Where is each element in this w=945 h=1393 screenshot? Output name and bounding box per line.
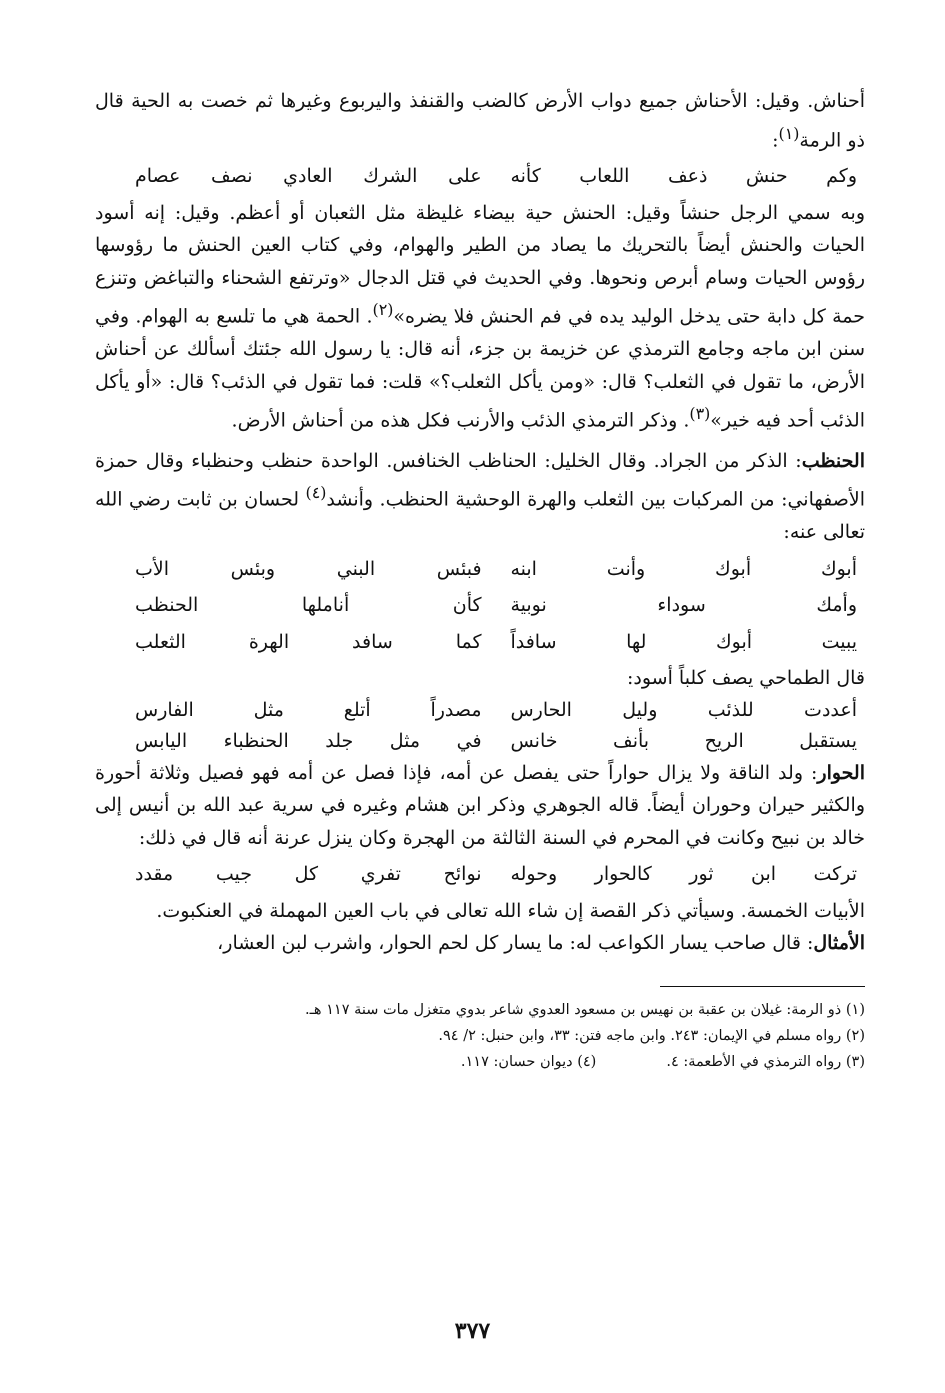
verse-first-hemistich: تركت ابن ثور كالحوار وحوله — [510, 863, 857, 886]
verse-first-hemistich: وأمك سوداء نوبية — [510, 594, 857, 617]
page-number: ٣٧٧ — [454, 1318, 491, 1344]
entry-term: الحنظب — [801, 449, 865, 472]
verse-second-hemistich: في مثل جلد الحنظباء اليابس — [135, 729, 482, 752]
footnote-ref-1[interactable]: (١) — [778, 123, 800, 143]
entry-amthal: الأمثال: قال صاحب يسار الكواعب له: ما يسار كل لحم الحوار، واشرب لبن العشار، — [217, 932, 865, 955]
verse-hassan-3 — [95, 626, 865, 659]
verse-dhu-rumma — [95, 160, 865, 193]
verse-second-hemistich: نوائح تفري كل جيب مقدد — [135, 863, 482, 886]
footnote-separator — [660, 986, 865, 988]
verse-first-hemistich: أبوك أبوك وأنت ابنه — [510, 557, 857, 580]
page-body — [95, 85, 865, 1075]
footnote-row-3-4 — [95, 1049, 865, 1075]
paragraph-abyat: الأبيات الخمسة. وسيأتي ذكر القصة إن شاء الله تعالى في باب العين المهملة في العنكبوت. — [156, 899, 865, 922]
footnote-3: (٣) رواه الترمذي في الأطعمة: ٤. — [666, 1054, 865, 1071]
verse-second-hemistich: فبئس البني وبئس الأب — [135, 557, 482, 580]
verse-first-hemistich: وكم حنش ذعف اللعاب كأنه — [510, 165, 857, 188]
footnote-2: (٢) رواه مسلم في الإيمان: ٢٤٣. وابن ماجه فتن: ٣٣، وابن حنبل: ٢/ ٩٤. — [438, 1028, 865, 1045]
verse-first-hemistich: أعددت للذئب وليل الحارس — [510, 698, 857, 721]
entry-huwar: الحوار: ولد الناقة ولا يزال حواراً حتى يفصل عن أمه، فإذا فصل عن أمه فهو فصيل وثلاثة أحورة والكثير حيران وحوران أيضاً. قاله الجوهري وذكر ابن هشام وغيره في سرية عبد الله بن أنيس إلى خالد بن نبيح وكانت في المحرم في السنة الثالثة من الهجرة وكان ينزل عرنة أنه قال في ذلك: — [95, 761, 865, 849]
verse-first-hemistich: يبيت أبوك لها سافداً — [510, 630, 857, 653]
footnote-ref-3[interactable]: (٣) — [689, 404, 711, 424]
footnote-4: (٤) ديوان حسان: ١١٧. — [460, 1054, 597, 1071]
verse-hassan-2 — [95, 589, 865, 622]
paragraph-tammahi: قال الطماحي يصف كلباً أسود: — [626, 667, 865, 690]
footnote-1: (١) ذو الرمة: غيلان بن عقبة بن نهيس بن مسعود العدوي شاعر بدوي متغزل مات سنة ١١٧ هـ. — [305, 1002, 865, 1019]
entry-hunzub: الحنظب: الذكر من الجراد. وقال الخليل: الحناظب الخنافس. الواحدة حنظب وحنظباء وقال حمزة الأصفهاني: من المركبات بين الثعلب والهرة الوحشية الحنظب. وأنشد$^{(٤)}$ لحسان بن ثابت رضي الله تعالى عنه: — [95, 449, 866, 544]
verse-first-hemistich: يستقبل الريح بأنف خانس — [510, 729, 857, 752]
entry-term: الحوار — [817, 761, 865, 784]
paragraph-hanash: وبه سمي الرجل حنشاً وقيل: الحنش حية بيضاء غليظة مثل الثعبان أو أعظم. وقيل: إنه أسود الحيات والحنش أيضاً بالتحريك ما يصاد من الطير والهوام، وفي كتاب العين الحنش ما رؤوسها رؤوس الحيات وسام أبرص ونحوها. وفي الحديث في قتل الدجال «وترتفع الشحناء والتباغض وتنزع حمة كل دابة حتى يدخل الوليد يده في فم الحنش فلا يضره»$^{(٢)}$. الحمة هي ما تلسع به الهوام. وفي سنن ابن ماجه وجامع الترمذي عن خزيمة بن جزء، أنه قال: يا رسول الله جئتك أسألك عن أحناش الأرض، ما تقول في الثعلب؟ قال: «ومن يأكل الثعلب؟» قلت: فما تقول في الذئب؟ قال: «أو يأكل الذئب أحد فيه خير»$^{(٣)}$. وذكر الترمذي الذئب والأرنب فكل هذه من أحناش الأرض. — [95, 201, 865, 432]
paragraph-ahnash: أحناش. وقيل: الأحناش جميع دواب الأرض كالضب والقنفذ واليربوع وغيرها ثم خصت به الحية قال ذو الرمة$^{(١)}$: — [95, 90, 865, 151]
verse-tammahi-1 — [95, 695, 865, 726]
verse-second-hemistich: مصدراً أتلع مثل الفارس — [135, 698, 482, 721]
footnote-ref-4[interactable]: (٤) — [305, 483, 327, 503]
verse-tammahi-2 — [95, 726, 865, 757]
verse-second-hemistich: كأن أناملها الحنظب — [135, 594, 482, 617]
verse-second-hemistich: على الشرك العادي نصف عصام — [135, 165, 482, 188]
verse-hassan-1 — [95, 553, 865, 586]
entry-term: الأمثال — [813, 932, 865, 955]
verse-second-hemistich: كما سافد الهرة الثعلب — [135, 630, 482, 653]
verse-ibn-unays — [95, 858, 865, 891]
footnote-ref-2[interactable]: (٢) — [372, 300, 394, 320]
